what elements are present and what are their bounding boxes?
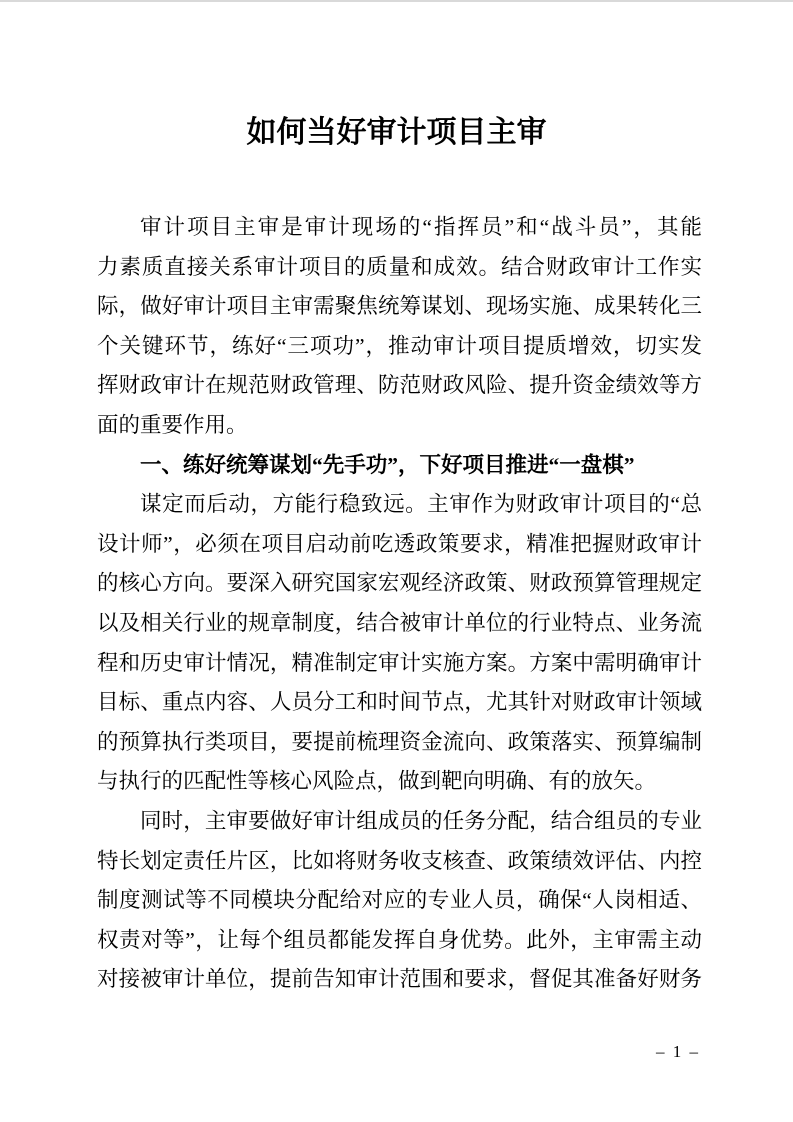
paragraph-line: 力素质直接关系审计项目的质量和成效。结合财政审计工作实 [97, 254, 702, 279]
section-heading: 一、练好统筹谋划“先手功”，下好项目推进“一盘棋” [140, 452, 635, 477]
paragraph-line: 同时，主审要做好审计组成员的任务分配，结合组员的专业 [140, 808, 702, 833]
paragraph-line: 审计项目主审是审计现场的“指挥员”和“战斗员”，其能 [140, 215, 702, 239]
paragraph-line: 挥财政审计在规范财政管理、防范财政风险、提升资金绩效等方 [97, 373, 702, 398]
paragraph-line: 权责对等”，让每个组员都能发挥自身优势。此外，主审需主动 [97, 927, 702, 952]
paragraph-line: 个关键环节，练好“三项功”，推动审计项目提质增效，切实发 [97, 333, 702, 358]
paragraph-line: 制度测试等不同模块分配给对应的专业人员，确保“人岗相适、 [97, 888, 702, 913]
paragraph-line: 的核心方向。要深入研究国家宏观经济政策、财政预算管理规定 [97, 571, 702, 596]
paragraph-line: 程和历史审计情况，精准制定审计实施方案。方案中需明确审计 [97, 650, 702, 675]
paragraph-line: 对接被审计单位，提前告知审计范围和要求，督促其准备好财务 [97, 967, 702, 992]
paragraph-line: 与执行的匹配性等核心风险点，做到靶向明确、有的放矢。 [97, 769, 657, 794]
paragraph-line: 面的重要作用。 [97, 412, 248, 437]
page-number: – 1 – [656, 1042, 700, 1061]
document-body [97, 208, 702, 1000]
paragraph-line: 以及相关行业的规章制度，结合被审计单位的行业特点、业务流 [97, 610, 702, 635]
paragraph-line: 的预算执行类项目，要提前梳理资金流向、政策落实、预算编制 [97, 729, 702, 754]
paragraph-line: 目标、重点内容、人员分工和时间节点，尤其针对财政审计领域 [97, 690, 702, 715]
paragraph-line: 设计师”，必须在项目启动前吃透政策要求，精准把握财政审计 [97, 531, 702, 556]
paragraph-line: 际，做好审计项目主审需聚焦统筹谋划、现场实施、成果转化三 [97, 294, 702, 319]
paragraph-line: 谋定而后动，方能行稳致远。主审作为财政审计项目的“总 [140, 492, 702, 517]
paragraph-line: 特长划定责任片区，比如将财务收支核查、政策绩效评估、内控 [97, 848, 702, 873]
page-title: 如何当好审计项目主审 [246, 116, 547, 149]
